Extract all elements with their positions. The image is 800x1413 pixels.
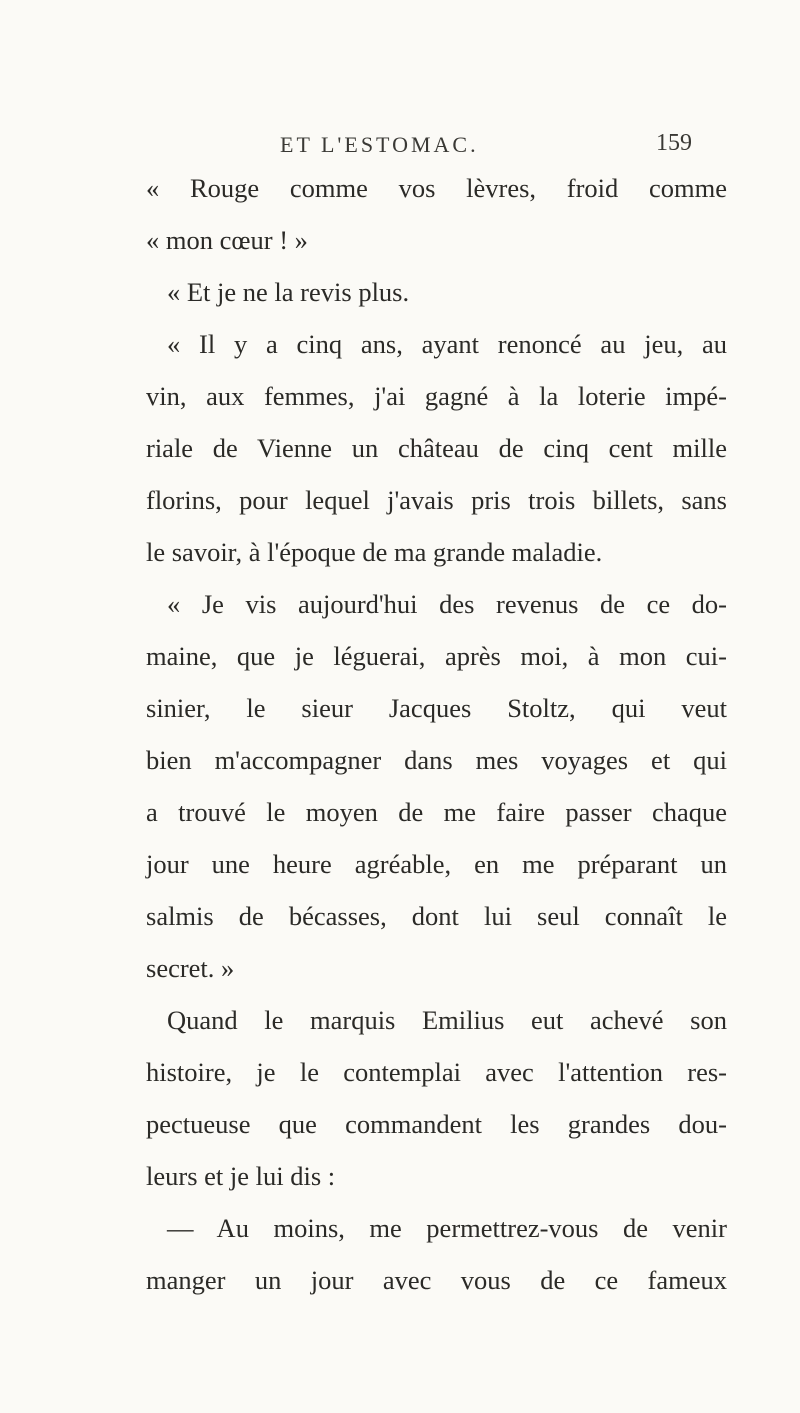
text-line: leurs et je lui dis : [146,1161,336,1191]
text-line: « mon cœur ! » [146,225,308,255]
text-line: maine, que je léguerai, après moi, à mon cui- [146,641,727,671]
text-line: secret. » [146,953,235,983]
text-line: sinier, le sieur Jacques Stoltz, qui veut [146,693,727,723]
text-line: manger un jour avec vous de ce fameux [146,1265,727,1295]
text-line: salmis de bécasses, dont lui seul connaît le [146,901,727,931]
text-line: « Rouge comme vos lèvres, froid comme [146,173,727,203]
text-line: riale de Vienne un château de cinq cent mille [146,433,727,463]
running-title: ET L'ESTOMAC. [280,132,479,157]
text-line: pectueuse que commandent les grandes dou- [146,1109,727,1139]
text-line: histoire, je le contemplai avec l'attention res- [146,1057,727,1087]
text-line: jour une heure agréable, en me préparant un [146,849,727,879]
text-line: le savoir, à l'époque de ma grande maladie. [146,537,603,567]
text-line: « Je vis aujourd'hui des revenus de ce do- [167,589,727,619]
text-line: florins, pour lequel j'avais pris trois billets, sans [146,485,727,515]
text-line: a trouvé le moyen de me faire passer chaque [146,797,727,827]
text-line: Quand le marquis Emilius eut achevé son [167,1005,727,1035]
text-line: « Il y a cinq ans, ayant renoncé au jeu, au [167,329,727,359]
page-number: 159 [656,130,692,156]
text-line: bien m'accompagner dans mes voyages et qui [146,745,727,775]
text-line: « Et je ne la revis plus. [167,277,410,307]
text-line: — Au moins, me permettrez-vous de venir [167,1213,727,1243]
text-line: vin, aux femmes, j'ai gagné à la loterie impé- [146,381,727,411]
